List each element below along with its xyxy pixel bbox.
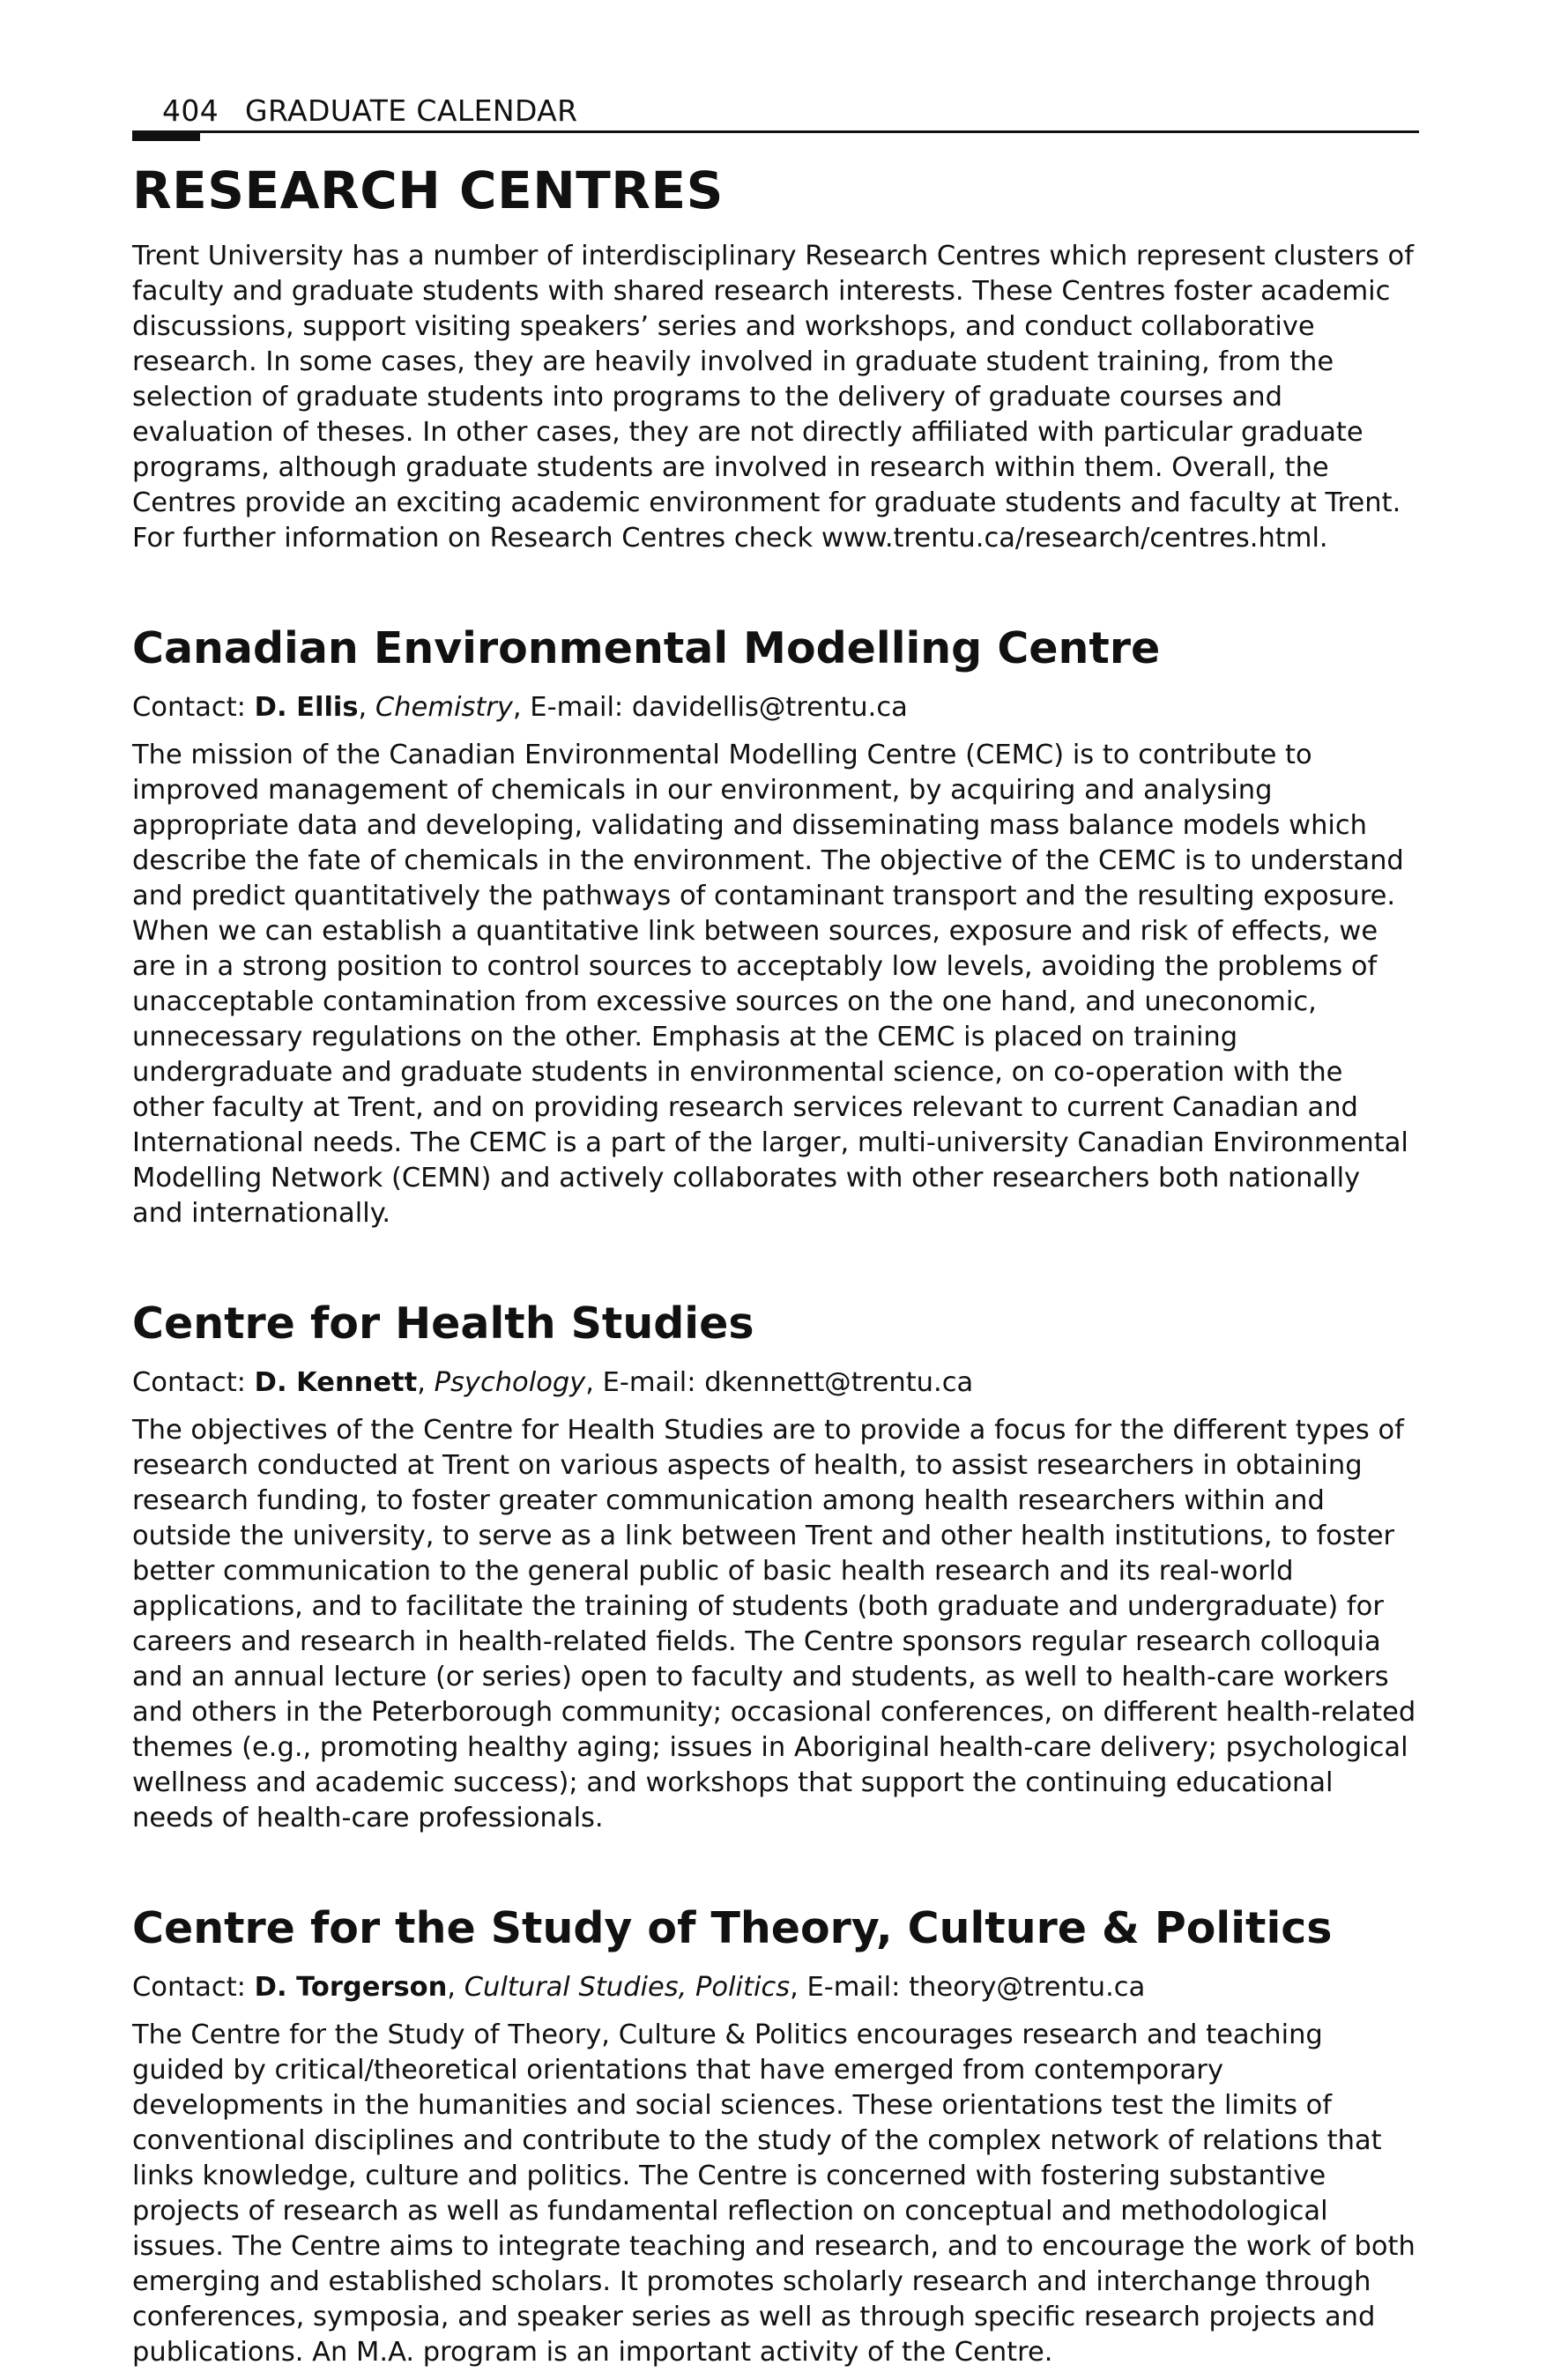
- header-rule: [132, 130, 1419, 141]
- header-rule-line: [132, 130, 1419, 133]
- header-rule-tab: [132, 130, 200, 141]
- document-page: [132, 85, 1419, 2370]
- contact-department: Psychology: [434, 1366, 586, 1398]
- contact-department: Chemistry: [375, 691, 513, 723]
- contact-separator: ,: [417, 1366, 435, 1398]
- centre-description: The Centre for the Study of Theory, Culture & Politics encourages research and teaching guided by critical/theoretical orientations that have emerged from contemporary developments in the humanities and social sciences. These orientations test the limits of conventional disciplines and contribute to the study of the complex network of relations that links knowledge, culture and politics. The Centre is concerned with fostering substantive projects of research as well as fundamental reflection on conceptual and methodological issues. The Centre aims to integrate teaching and research, and to encourage the work of both emerging and established scholars. It promotes scholarly research and interchange through conferences, symposia, and speaker series as well as through specific research projects and publications. An M.A. program is an important activity of the Centre.: [132, 2019, 1416, 2368]
- contact-email: , E-mail: dkennett@trentu.ca: [585, 1366, 974, 1398]
- contact-name: D. Torgerson: [254, 1971, 448, 2003]
- centre-contact: [132, 690, 1419, 725]
- contact-department: Cultural Studies, Politics: [464, 1971, 791, 2003]
- running-header-label: GRADUATE CALENDAR: [245, 93, 578, 128]
- contact-separator: ,: [447, 1971, 464, 2003]
- centre-section-health: [132, 1300, 1419, 1836]
- contact-name: D. Ellis: [254, 691, 359, 723]
- contact-email: , E-mail: davidellis@trentu.ca: [512, 691, 908, 723]
- page-number: 404: [162, 93, 219, 128]
- centre-section-theory: [132, 1902, 1419, 2370]
- contact-prefix: Contact:: [132, 1366, 255, 1398]
- centre-contact: [132, 1365, 1419, 1401]
- centre-description: The objectives of the Centre for Health Studies are to provide a focus for the different types of research conducted at Trent on various aspects of health, to assist researchers in obtaining research funding, to foster greater communication among health researchers within and outside the university, to serve as a link between Trent and other health institutions, to foster better communication to the general public of basic health research and its real-world applications, and to facilitate the training of students (both graduate and undergraduate) for careers and research in health-related fields. The Centre sponsors regular research colloquia and an annual lecture (or series) open to faculty and students, as well to health-care workers and others in the Peterborough community; occasional conferences, on different health-related themes (e.g., promoting healthy aging; issues in Aboriginal health-care delivery; psychological wellness and academic success); and workshops that support the continuing educational needs of health-care professionals.: [132, 1414, 1416, 1833]
- centre-heading: Centre for the Study of Theory, Culture & Politics: [132, 1902, 1333, 1953]
- centre-contact: [132, 1970, 1419, 2005]
- intro-paragraph: Trent University has a number of interdisciplinary Research Centres which represent clusters of faculty and graduate students with shared research interests. These Centres foster academic discussions, support visiting speakers’ series and workshops, and conduct collaborative research. In some cases, they are heavily involved in graduate student training, from the selection of graduate students into programs to the delivery of graduate courses and evaluation of theses. In other cases, they are not directly affiliated with particular graduate programs, although graduate students are involved in research within them. Overall, the Centres provide an exciting academic environment for graduate students and faculty at Trent. For further information on Research Centres check www.trentu.ca/research/centres.html.: [132, 240, 1414, 554]
- contact-separator: ,: [358, 691, 375, 723]
- page-title: RESEARCH CENTRES: [132, 160, 724, 220]
- centre-heading: Centre for Health Studies: [132, 1298, 754, 1349]
- running-header: [132, 85, 1419, 128]
- contact-name: D. Kennett: [254, 1366, 418, 1398]
- centre-description: The mission of the Canadian Environmental Modelling Centre (CEMC) is to contribute to improved management of chemicals in our environment, by acquiring and analysing appropriate data and developing, validating and disseminating mass balance models which describe the fate of chemicals in the environment. The objective of the CEMC is to understand and predict quantitatively the pathways of contaminant transport and the resulting exposure. When we can establish a quantitative link between sources, exposure and risk of effects, we are in a strong position to control sources to acceptably low levels, avoiding the problems of unacceptable contamination from excessive sources on the one hand, and uneconomic, unnecessary regulations on the other. Emphasis at the CEMC is placed on training undergraduate and graduate students in environmental science, on co-operation with the other faculty at Trent, and on providing research services relevant to current Canadian and International needs. The CEMC is a part of the larger, multi-university Canadian Environmental Modelling Network (CEMN) and actively collaborates with other researchers both nationally and internationally.: [132, 739, 1408, 1229]
- centre-heading: Canadian Environmental Modelling Centre: [132, 622, 1161, 673]
- contact-prefix: Contact:: [132, 1971, 255, 2003]
- contact-email: , E-mail: theory@trentu.ca: [790, 1971, 1146, 2003]
- centre-section-cemc: [132, 622, 1419, 1231]
- contact-prefix: Contact:: [132, 691, 255, 723]
